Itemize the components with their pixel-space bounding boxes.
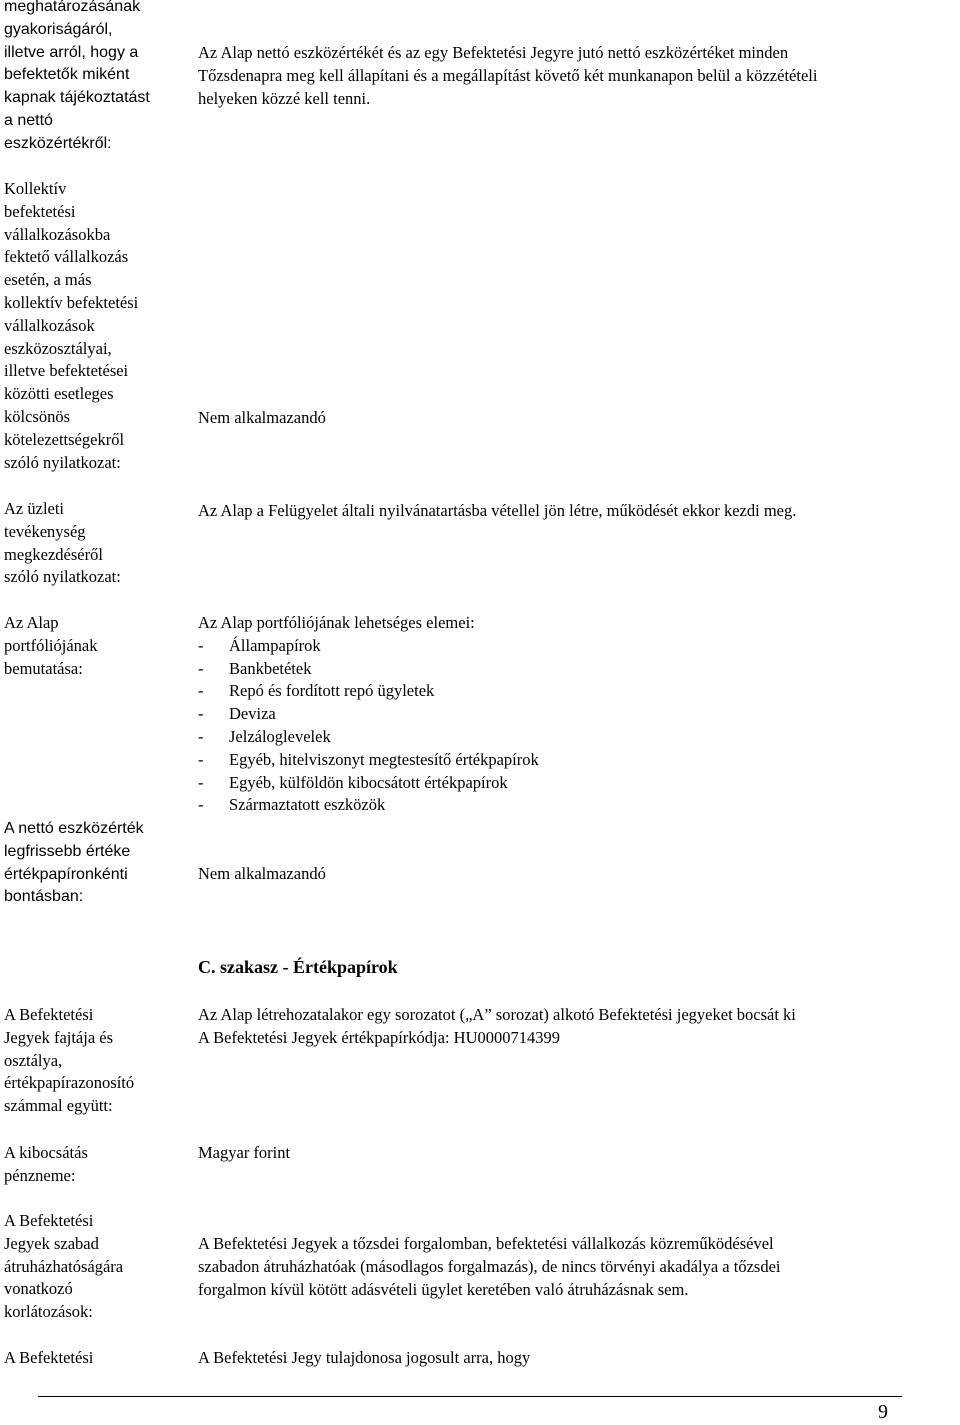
- row-value-unit-type: [198, 1004, 958, 1050]
- label-line: közötti esetleges: [4, 384, 114, 404]
- list-item-text: Egyéb, hitelviszonyt megtestesítő értékpapírok: [229, 749, 539, 769]
- label-line: szóló nyilatkozat:: [4, 452, 121, 472]
- list-marker: -: [198, 795, 204, 815]
- label-line: eszközosztályai,: [4, 338, 112, 358]
- label-line: korlátozások:: [4, 1302, 93, 1322]
- row-value-rights: [198, 1347, 958, 1370]
- list-item: [198, 749, 958, 772]
- list-marker: -: [198, 749, 204, 769]
- row-value-transferability: [198, 1233, 958, 1301]
- page-number: 9: [878, 1401, 888, 1423]
- label-line: megkezdéséről: [4, 544, 103, 564]
- list-item-text: Egyéb, külföldön kibocsátott értékpapírok: [229, 772, 508, 792]
- label-line: vállalkozásokba: [4, 224, 111, 244]
- list-item-text: Jelzáloglevelek: [229, 726, 331, 746]
- list-item: [198, 703, 958, 726]
- label-line: bontásban:: [4, 888, 84, 906]
- portfolio-intro: Az Alap portfóliójának lehetséges elemei:: [198, 613, 475, 632]
- row-label-unit-type: [4, 1004, 184, 1118]
- label-line: értékpapírazonosító: [4, 1073, 135, 1093]
- label-line: a nettó: [4, 111, 53, 129]
- row-label-currency: [4, 1142, 184, 1188]
- label-line: pénzneme:: [4, 1165, 76, 1185]
- label-line: A Befektetési: [4, 1348, 94, 1367]
- list-marker: -: [198, 704, 204, 724]
- label-line: számmal együtt:: [4, 1096, 113, 1116]
- value-line: Nem alkalmazandó: [198, 408, 326, 427]
- label-line: portfóliójának: [4, 635, 98, 655]
- label-line: szóló nyilatkozat:: [4, 567, 121, 587]
- list-item: [198, 680, 958, 703]
- label-line: A kibocsátás: [4, 1143, 88, 1162]
- label-line: befektetési: [4, 201, 76, 221]
- label-line: értékpapíronkénti: [4, 865, 128, 883]
- list-item: [198, 726, 958, 749]
- row-value-nav-frequency: [198, 42, 958, 110]
- row-label-business-start: [4, 498, 184, 589]
- list-item: [198, 772, 958, 795]
- row-label-portfolio: [4, 612, 184, 680]
- label-line: Jegyek szabad: [4, 1233, 99, 1253]
- label-line: kapnak tájékoztatást: [4, 89, 150, 107]
- label-line: osztálya,: [4, 1050, 63, 1070]
- label-line: bemutatása:: [4, 658, 83, 678]
- row-value-fund-of-funds: [198, 407, 958, 430]
- label-line: kölcsönös: [4, 406, 70, 426]
- label-line: fektető vállalkozás: [4, 247, 129, 267]
- footer-rule: [38, 1396, 902, 1397]
- value-line: szabadon átruházhatóak (másodlagos forgalmazás), de nincs törvényi akadálya a tőzsdei: [198, 1256, 781, 1276]
- list-marker: -: [198, 772, 204, 792]
- value-line: forgalmon kívül kötött adásvételi ügylet keretében való átruházásnak sem.: [198, 1279, 689, 1299]
- label-line: Az Alap: [4, 613, 59, 632]
- label-line: illetve arról, hogy a: [4, 43, 139, 61]
- label-line: eszközértékről:: [4, 134, 112, 152]
- label-line: befektetők miként: [4, 66, 130, 84]
- list-marker: -: [198, 681, 204, 701]
- label-line: vállalkozások: [4, 315, 95, 335]
- value-line: Az Alap a Felügyelet általi nyilvánatartásba vétellel jön létre, működését ekkor kezdi meg.: [198, 501, 797, 520]
- value-line: A Befektetési Jegy tulajdonosa jogosult arra, hogy: [198, 1348, 531, 1367]
- value-line: helyeken közzé kell tenni.: [198, 88, 371, 108]
- row-label-nav-breakdown: [4, 818, 184, 909]
- value-line: Nem alkalmazandó: [198, 864, 326, 883]
- list-item: [198, 794, 958, 817]
- list-marker: -: [198, 658, 204, 678]
- label-line: Jegyek fajtája és: [4, 1027, 114, 1047]
- row-label-fund-of-funds: [4, 178, 184, 474]
- list-item: [198, 658, 958, 681]
- value-line: Az Alap létrehozatalakor egy sorozatot („A” sorozat) alkotó Befektetési jegyeket bocsát ki: [198, 1005, 796, 1024]
- label-line: esetén, a más: [4, 270, 92, 290]
- row-label-transferability: [4, 1210, 184, 1324]
- row-value-portfolio: [198, 612, 958, 817]
- list-item: [198, 635, 958, 658]
- label-line: illetve befektetései: [4, 361, 129, 381]
- list-item-text: Repó és fordított repó ügyletek: [229, 681, 435, 701]
- label-line: átruházhatóságára: [4, 1256, 124, 1276]
- value-line: A Befektetési Jegyek értékpapírkódja: HU0000714399: [198, 1027, 560, 1047]
- label-line: kollektív befektetési: [4, 292, 139, 312]
- row-value-business-start: [198, 500, 958, 523]
- label-line: Az üzleti: [4, 499, 65, 518]
- row-value-nav-breakdown: [198, 863, 958, 886]
- label-line: meghatározásának: [4, 0, 141, 15]
- label-line: vonatkozó: [4, 1279, 73, 1299]
- label-line: tevékenység: [4, 521, 86, 541]
- value-line: Magyar forint: [198, 1143, 291, 1162]
- row-value-currency: [198, 1142, 958, 1165]
- list-item-text: Deviza: [229, 704, 276, 724]
- value-line: A Befektetési Jegyek a tőzsdei forgalomban, befektetési vállalkozás közreműködésével: [198, 1234, 774, 1253]
- value-line: Az Alap nettó eszközértékét és az egy Befektetési Jegyre jutó nettó eszközértéket minden: [198, 43, 789, 62]
- section-heading: C. szakasz - Értékpapírok: [198, 957, 398, 977]
- label-line: A Befektetési: [4, 1211, 94, 1230]
- list-item-text: Származtatott eszközök: [229, 795, 386, 815]
- label-line: gyakoriságáról,: [4, 20, 113, 38]
- label-line: A nettó eszközérték: [4, 820, 144, 837]
- row-label-nav-frequency: [4, 0, 184, 156]
- list-marker: -: [198, 726, 204, 746]
- row-label-rights: [4, 1347, 184, 1370]
- list-marker: -: [198, 635, 204, 655]
- label-line: Kollektív: [4, 179, 67, 198]
- label-line: kötelezettségekről: [4, 429, 125, 449]
- value-line: Tőzsdenapra meg kell állapítani és a megállapítást követő két munkanapon belül a közzétételi: [198, 65, 818, 85]
- list-item-text: Állampapírok: [229, 635, 321, 655]
- label-line: A Befektetési: [4, 1005, 94, 1024]
- label-line: legfrissebb értéke: [4, 842, 131, 860]
- list-item-text: Bankbetétek: [229, 658, 312, 678]
